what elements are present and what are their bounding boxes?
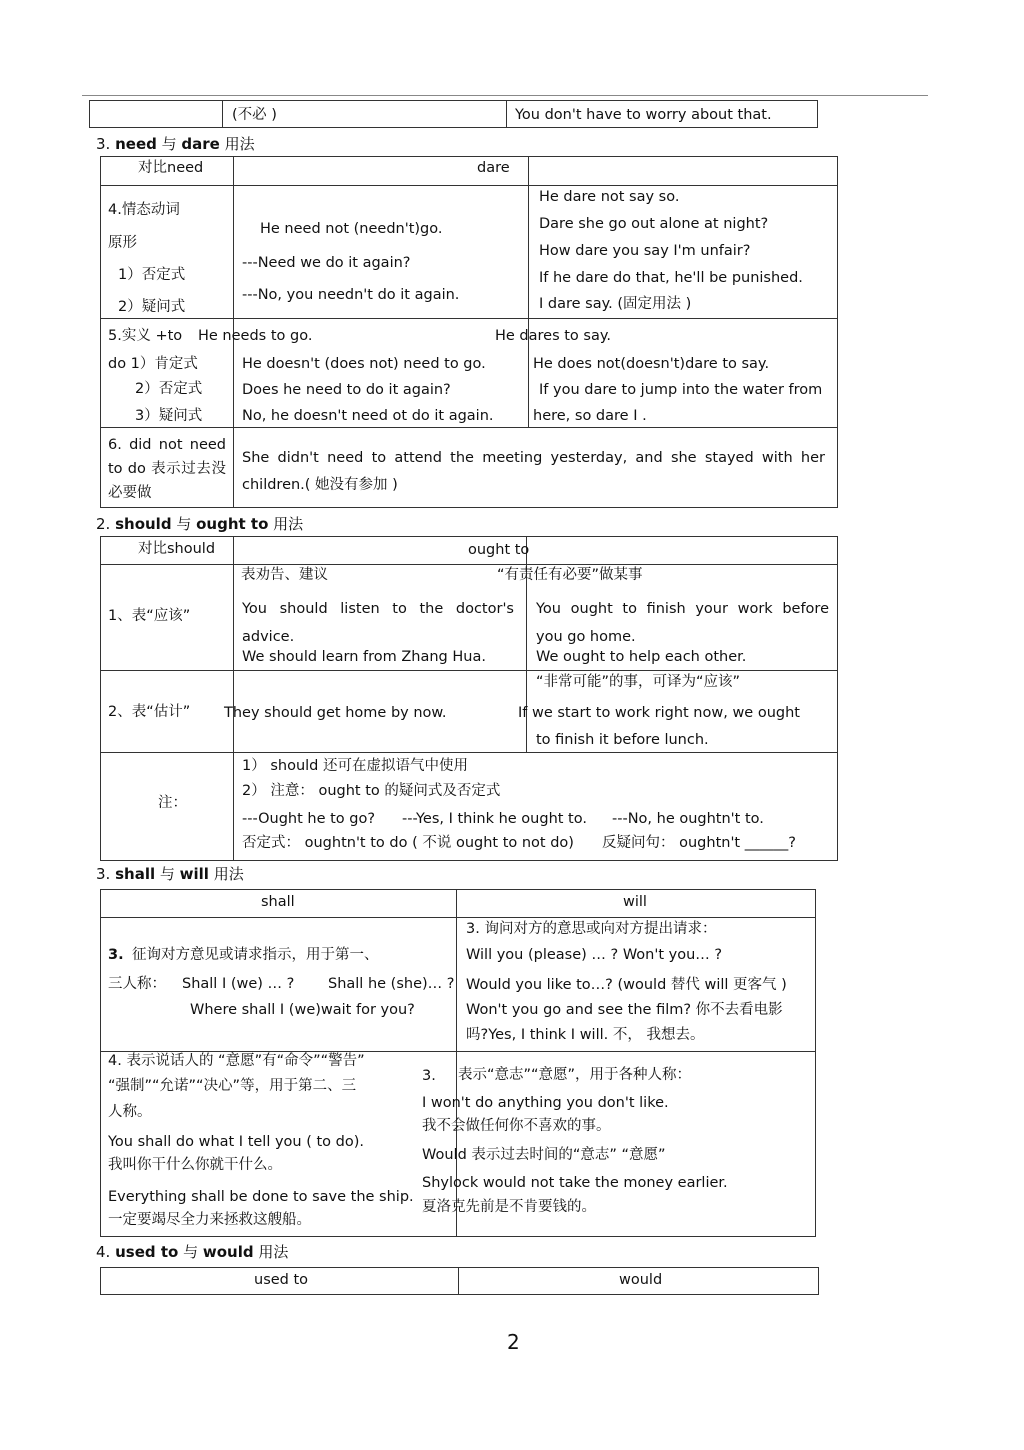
example-text: We should learn from Zhang Hua. — [242, 649, 486, 665]
example-text: Won't you go and see the film? 你不去看电影 — [466, 1002, 783, 1018]
example-translation: 一定要竭尽全力来拯救这艘船。 — [108, 1212, 311, 1228]
example-text: ---Yes, I think he ought to. — [402, 811, 587, 827]
example-text: Shylock would not take the money earlier. — [422, 1175, 728, 1191]
example-translation: 我不会做任何你不喜欢的事。 — [422, 1118, 611, 1134]
example-text: She didn't need to attend the meeting yesterday, and she stayed with her children.( 她没有参加 ) — [242, 450, 825, 493]
example-text: We ought to help each other. — [536, 649, 747, 665]
page-number: 2 — [507, 1330, 520, 1354]
row-label: 原形 — [108, 235, 137, 251]
example-text: He dares to say. — [495, 328, 611, 344]
example-text: ---Ought he to go? — [242, 811, 376, 827]
example-text: here, so dare I . — [533, 408, 647, 424]
cell-title: 表劝告、建议 — [241, 567, 328, 583]
table-header-cell: will — [623, 894, 647, 910]
example-text: If we start to work right now, we ought — [518, 705, 800, 721]
top-row-col2: (不必 ) — [232, 107, 277, 123]
note-text: Would 表示过去时间的“意志” “意愿” — [422, 1147, 666, 1163]
cell-title: “非常可能”的事，可译为“应该” — [536, 674, 741, 690]
used-to-would-table — [100, 1267, 819, 1295]
example-text: ---No, he oughtn't to. — [612, 811, 764, 827]
example-text: I won't do anything you don't like. — [422, 1095, 669, 1111]
note-text: 表示“意志”“意愿”，用于各种人称： — [458, 1067, 692, 1083]
section-heading-shall-will: 3. shall 与 will 用法 — [96, 865, 244, 883]
top-rule — [82, 95, 928, 96]
note-text: 3. 询问对方的意思或向对方提出请求： — [466, 921, 717, 937]
example-text: to finish it before lunch. — [536, 732, 709, 748]
note-text: 三人称： — [108, 976, 166, 992]
note-text: 4. 表示说话人的 “意愿”有“命令”“警告” — [108, 1053, 365, 1069]
note-text: 人称。 — [108, 1104, 152, 1120]
example-text: Everything shall be done to save the ship. — [108, 1189, 414, 1205]
note-text: 反疑问句： oughtn't ______? — [602, 835, 796, 851]
example-text: Shall he (she)… ? — [328, 976, 455, 992]
table-header-cell: 对比need — [138, 160, 204, 176]
item-number: 3. — [422, 1068, 436, 1084]
item-number: 3. — [108, 947, 124, 963]
example-text: Will you (please) … ? Won't you… ? — [466, 947, 723, 963]
example-translation: 夏洛克先前是不肯要钱的。 — [422, 1199, 596, 1215]
row-label: 2）疑问式 — [118, 299, 186, 315]
table-header-cell: would — [619, 1272, 663, 1288]
example-text: ---No, you needn't do it again. — [242, 287, 460, 303]
example-text: He doesn't (does not) need to go. — [242, 356, 486, 372]
example-text: You ought to finish your work before you go home. — [536, 601, 829, 645]
example-text: If you dare to jump into the water from — [539, 382, 823, 398]
example-text: You shall do what I tell you ( to do). — [108, 1134, 364, 1150]
example-text: You should listen to the doctor's advice. — [242, 601, 514, 645]
table-header-cell: used to — [254, 1272, 309, 1288]
row-label: 5.实义 +to — [108, 328, 183, 344]
note-text: 否定式： oughtn't to do ( 不说 ought to not do) — [242, 835, 574, 851]
row-label: 2、表“估计” — [108, 704, 191, 720]
table-header-cell: 对比should — [138, 541, 216, 557]
example-text: Does he need to do it again? — [242, 382, 451, 398]
cell-title: “有责任有必要”做某事 — [497, 567, 643, 583]
example-text: 吗?Yes, I think I will. 不， 我想去。 — [466, 1027, 705, 1043]
table-header-cell: ought to — [468, 542, 530, 558]
table-header-cell: shall — [261, 894, 295, 910]
section-heading-used-to-would: 4. used to 与 would 用法 — [96, 1243, 289, 1261]
row-label: 1）否定式 — [118, 267, 186, 283]
example-text: He need not (needn't)go. — [260, 221, 443, 237]
row-label: 3）疑问式 — [135, 408, 203, 424]
top-row-col3: You don't have to worry about that. — [515, 107, 772, 123]
example-text: They should get home by now. — [224, 705, 447, 721]
section-heading-need-dare: 3. need 与 dare 用法 — [96, 135, 255, 153]
example-text: Would you like to…? (would 替代 will 更客气 ) — [466, 977, 787, 993]
example-text: If he dare do that, he'll be punished. — [539, 270, 803, 286]
example-text: He dare not say so. — [539, 189, 680, 205]
row-label: do 1）肯定式 — [108, 356, 198, 372]
example-text: He does not(doesn't)dare to say. — [533, 356, 770, 372]
note-text: “强制”“允诺”“决心”等，用于第二、三 — [108, 1078, 357, 1094]
note-text: 征询对方意见或请求指示，用于第一、 — [132, 947, 379, 963]
section-heading-should-ought: 2. should 与 ought to 用法 — [96, 515, 304, 533]
note-text: 2） 注意： ought to 的疑问式及否定式 — [242, 783, 501, 799]
example-text: Where shall I (we)wait for you? — [190, 1002, 415, 1018]
example-text: No, he doesn't need ot do it again. — [242, 408, 494, 424]
example-text: He needs to go. — [198, 328, 313, 344]
row-label: 4.情态动词 — [108, 202, 180, 218]
row-label: 注： — [158, 795, 187, 811]
table-header-cell: dare — [477, 160, 510, 176]
example-translation: 我叫你干什么你就干什么。 — [108, 1157, 282, 1173]
example-text: I dare say. (固定用法 ) — [539, 296, 692, 312]
example-text: Shall I (we) … ? — [182, 976, 295, 992]
example-text: ---Need we do it again? — [242, 255, 411, 271]
row-label: 1、表“应该” — [108, 608, 191, 624]
row-label: 2）否定式 — [135, 381, 203, 397]
example-text: How dare you say I'm unfair? — [539, 243, 751, 259]
note-text: 1） should 还可在虚拟语气中使用 — [242, 758, 468, 774]
row-label: 6. did not need to do 表示过去没必要做 — [108, 437, 226, 501]
example-text: Dare she go out alone at night? — [539, 216, 769, 232]
